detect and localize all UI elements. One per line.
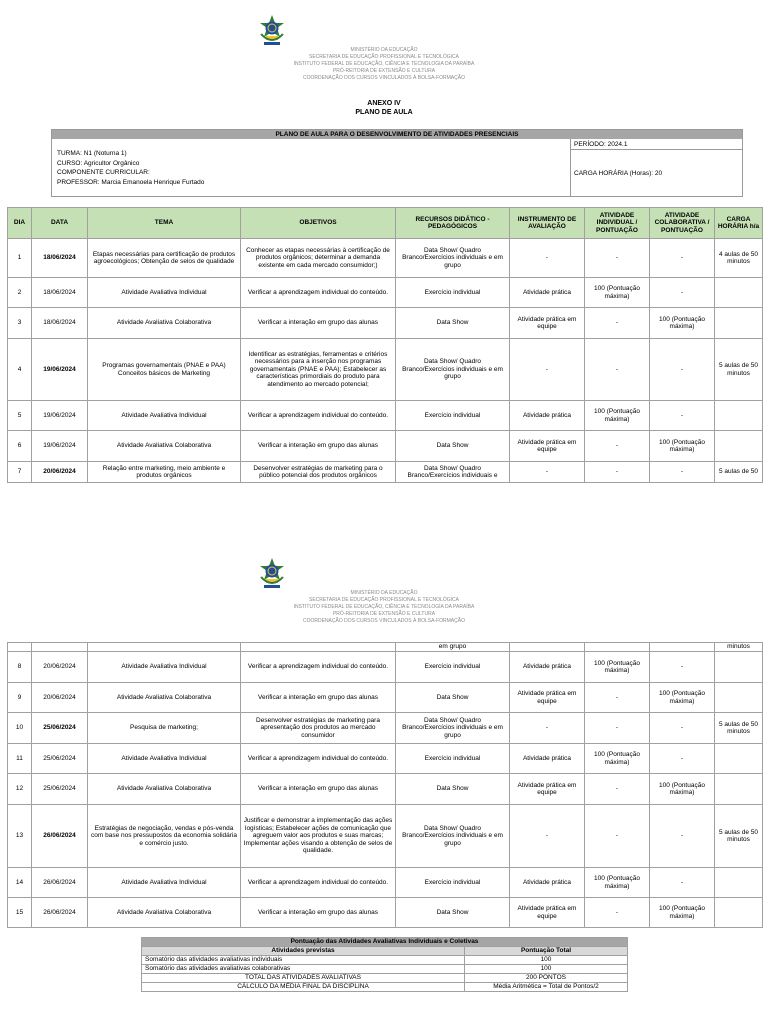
- componente-text: COMPONENTE CURRICULAR:: [57, 169, 150, 176]
- header-line: SECRETARIA DE EDUCAÇÃO PROFISSIONAL E TECNOLÓGICA: [309, 54, 459, 60]
- cell-data: 26/06/2024: [32, 868, 88, 898]
- cell-recursos: Data Show/ Quadro Branco/Exercícios individuais e em grupo: [396, 339, 510, 401]
- cell-colaborativa: -: [650, 462, 715, 483]
- cell-objetivos: Desenvolver estratégias de marketing para o público potencial dos produtos orgânicos: [241, 462, 396, 483]
- cell-recursos: Exercício individual: [396, 401, 510, 431]
- summary-col-total: Pontuação Total: [465, 947, 628, 956]
- table-row: [8, 431, 763, 462]
- column-header: DIA: [8, 208, 32, 239]
- cell-data: 20/06/2024: [32, 683, 88, 713]
- cell-objetivos: Conhecer as etapas necessárias à certificação de produtos orgânicos; determinar a demanda existente em cada mercado consumidor;): [241, 239, 396, 278]
- header-line: PRÓ-REITORIA DE EXTENSÃO E CULTURA: [332, 68, 436, 74]
- cell-instrumento: -: [510, 805, 585, 868]
- cell-recursos: Data Show/ Quadro Branco/Exercícios individuais e em grupo: [396, 239, 510, 278]
- cell-instrumento: Atividade prática em equipe: [510, 431, 585, 462]
- summary-value: 200 PONTOS: [465, 974, 628, 983]
- cell-dia: 9: [8, 683, 32, 713]
- table-row: [8, 239, 763, 278]
- summary-row: [142, 956, 628, 965]
- cell-individual: 100 (Pontuação máxima): [585, 652, 650, 683]
- cell-instrumento: Atividade prática em equipe: [510, 683, 585, 713]
- cell-colaborativa: -: [650, 805, 715, 868]
- table-row: [8, 744, 763, 774]
- cell-dia: 1: [8, 239, 32, 278]
- cell-data: 20/06/2024: [32, 462, 88, 483]
- cell-recursos: Data Show/ Quadro Branco/Exercícios individuais e: [396, 462, 510, 483]
- cell-data: 19/06/2024: [32, 431, 88, 462]
- turma-text: TURMA: N1 (Noturna 1): [57, 150, 127, 157]
- cell-recursos: Exercício individual: [396, 652, 510, 683]
- header-line: PRÓ-REITORIA DE EXTENSÃO E CULTURA: [332, 611, 436, 617]
- plan-title: PLANO DE AULA: [355, 109, 413, 116]
- cell-tema: Atividade Avaliativa Individual: [88, 278, 241, 308]
- cell-individual: -: [585, 713, 650, 744]
- cell-data: 19/06/2024: [32, 401, 88, 431]
- cell-individual: -: [585, 431, 650, 462]
- coat-of-arms-icon: [257, 557, 287, 591]
- cell-colaborativa: -: [650, 744, 715, 774]
- cell-data: 19/06/2024: [32, 339, 88, 401]
- cell-individual: -: [585, 683, 650, 713]
- cell-instrumento: Atividade prática: [510, 401, 585, 431]
- summary-col-activities: Atividades previstas: [142, 947, 465, 956]
- cell-instrumento: -: [510, 713, 585, 744]
- curso-text: CURSO: Agricultor Orgânico: [57, 159, 140, 167]
- cell-recursos: Exercício individual: [396, 278, 510, 308]
- coat-of-arms-icon: [257, 14, 287, 48]
- cell-recursos: Data Show/ Quadro Branco/Exercícios individuais e em grupo: [396, 713, 510, 744]
- cell-colaborativa: -: [650, 868, 715, 898]
- cell-dia: 4: [8, 339, 32, 401]
- annex-label: ANEXO IV: [367, 100, 401, 107]
- cell-dia: 7: [8, 462, 32, 483]
- cell-carga: [715, 898, 763, 928]
- table-body-page-2: [8, 643, 763, 928]
- cell-instrumento: Atividade prática: [510, 652, 585, 683]
- cell-dia: 12: [8, 774, 32, 805]
- cell-carga: [715, 744, 763, 774]
- cell-objetivos: Verificar a interação em grupo das alunas: [241, 774, 396, 805]
- course-details: [57, 149, 204, 187]
- table-row: [8, 868, 763, 898]
- cell-dia: 6: [8, 431, 32, 462]
- cell-dia: 15: [8, 898, 32, 928]
- cell-objetivos: Verificar a interação em grupo das alunas: [241, 683, 396, 713]
- cell-colaborativa: 100 (Pontuação máxima): [650, 683, 715, 713]
- document-title: [0, 99, 768, 117]
- cell-individual: 100 (Pontuação máxima): [585, 278, 650, 308]
- cell-carga: 5 aulas de 50: [715, 462, 763, 483]
- header-line: COORDENAÇÃO DOS CURSOS VINCULADOS À BOLSA-FORMAÇÃO: [303, 75, 465, 81]
- lesson-plan-table-continued: [7, 642, 763, 928]
- cell-carga: [715, 431, 763, 462]
- cell-tema: Atividade Avaliativa Individual: [88, 652, 241, 683]
- table-body-page-1: [8, 239, 763, 483]
- summary-value: 100: [465, 956, 628, 965]
- cell-recursos: Exercício individual: [396, 744, 510, 774]
- cell-carga: 5 aulas de 50 minutos: [715, 805, 763, 868]
- cell-individual: -: [585, 239, 650, 278]
- cell-dia: 3: [8, 308, 32, 339]
- cell-data: 18/06/2024: [32, 308, 88, 339]
- cell-individual: -: [585, 462, 650, 483]
- cell-data: 18/06/2024: [32, 239, 88, 278]
- info-divider: [570, 149, 742, 150]
- cell-dia: 5: [8, 401, 32, 431]
- cell-data: 26/06/2024: [32, 805, 88, 868]
- institution-header: [0, 590, 768, 625]
- carga-text: CARGA HORÁRIA (Horas): 20: [574, 170, 663, 177]
- professor-text: PROFESSOR: Marcia Emanoela Henrique Furtado: [57, 178, 205, 186]
- cell-objetivos: Verificar a aprendizagem individual do conteúdo.: [241, 744, 396, 774]
- header-line: MINISTÉRIO DA EDUCAÇÃO: [350, 47, 418, 53]
- cell-instrumento: Atividade prática: [510, 278, 585, 308]
- summary-label: Somatório das atividades avaliativas individuais: [142, 956, 465, 965]
- cell-carga: [715, 278, 763, 308]
- header-line: INSTITUTO FEDERAL DE EDUCAÇÃO, CIÊNCIA E TECNOLOGIA DA PARAÍBA: [293, 61, 475, 67]
- cell-tema: Relação entre marketing, meio ambiente e produtos orgânicos: [88, 462, 241, 483]
- cell-colaborativa: -: [650, 713, 715, 744]
- cell-objetivos: Verificar a aprendizagem individual do conteúdo.: [241, 278, 396, 308]
- cell-tema: Atividade Avaliativa Individual: [88, 868, 241, 898]
- cell-dia: 13: [8, 805, 32, 868]
- summary-value: 100: [465, 965, 628, 974]
- cell-carga: 5 aulas de 50 minutos: [715, 713, 763, 744]
- cell-tema: Atividade Avaliativa Individual: [88, 744, 241, 774]
- summary-row: [142, 974, 628, 983]
- table-row: [8, 308, 763, 339]
- table-row: [8, 278, 763, 308]
- continuation-row: [8, 643, 763, 652]
- page-1: [0, 0, 768, 510]
- summary-row: [142, 983, 628, 992]
- cell-carga: [715, 308, 763, 339]
- cell-carga: [715, 652, 763, 683]
- cell-recursos: Data Show: [396, 683, 510, 713]
- summary-row: [142, 965, 628, 974]
- scoring-summary-table: [141, 937, 628, 992]
- header-line: MINISTÉRIO DA EDUCAÇÃO: [350, 590, 418, 596]
- cell-carga: [715, 774, 763, 805]
- cell-carga: 5 aulas de 50 minutos: [715, 339, 763, 401]
- summary-header-row: [142, 947, 628, 956]
- cell-recursos: Data Show: [396, 774, 510, 805]
- column-header: ATIVIDADE COLABORATIVA / PONTUAÇÃO: [650, 208, 715, 239]
- column-header: OBJETIVOS: [241, 208, 396, 239]
- cell-recursos: Exercício individual: [396, 868, 510, 898]
- table-row: [8, 898, 763, 928]
- cell-tema: Atividade Avaliativa Colaborativa: [88, 683, 241, 713]
- cell-instrumento: -: [510, 239, 585, 278]
- cell-carga: [715, 683, 763, 713]
- cell-colaborativa: 100 (Pontuação máxima): [650, 308, 715, 339]
- table-row: [8, 339, 763, 401]
- cell-data: 25/06/2024: [32, 713, 88, 744]
- cell-objetivos: Verificar a aprendizagem individual do conteúdo.: [241, 868, 396, 898]
- table-row: [8, 462, 763, 483]
- cell-colaborativa: -: [650, 239, 715, 278]
- table-row: [8, 652, 763, 683]
- cell-colaborativa: -: [650, 401, 715, 431]
- cell-instrumento: -: [510, 339, 585, 401]
- cell-tema: Atividade Avaliativa Individual: [88, 401, 241, 431]
- cell-dia: 11: [8, 744, 32, 774]
- header-line: COORDENAÇÃO DOS CURSOS VINCULADOS À BOLSA-FORMAÇÃO: [303, 618, 465, 624]
- summary-title: Pontuação das Atividades Avaliativas Individuais e Coletivas: [142, 938, 628, 947]
- table-header-row: [8, 208, 763, 239]
- course-info-box: [51, 129, 743, 197]
- cell-instrumento: Atividade prática: [510, 744, 585, 774]
- cell-carga: 4 aulas de 50 minutos: [715, 239, 763, 278]
- cell-data: 25/06/2024: [32, 744, 88, 774]
- cell-colaborativa: -: [650, 339, 715, 401]
- cell-data: 18/06/2024: [32, 278, 88, 308]
- cell-colaborativa: -: [650, 278, 715, 308]
- cell-objetivos: Verificar a aprendizagem individual do conteúdo.: [241, 401, 396, 431]
- cell-tema: Atividade Avaliativa Colaborativa: [88, 898, 241, 928]
- cell-carga: [715, 868, 763, 898]
- cell-dia: 14: [8, 868, 32, 898]
- cell-instrumento: Atividade prática em equipe: [510, 774, 585, 805]
- cell-dia: 8: [8, 652, 32, 683]
- cell-individual: -: [585, 308, 650, 339]
- cell-objetivos: Justificar e demonstrar a implementação das ações logísticas; Estabelecer ações de comunicação que agreguem valor aos produtos e suas marcas; Implementar ações visando a obtenção de selos de qualidade.: [241, 805, 396, 868]
- header-line: SECRETARIA DE EDUCAÇÃO PROFISSIONAL E TECNOLÓGICA: [309, 597, 459, 603]
- column-header: ATIVIDADE INDIVIDUAL / PONTUAÇÃO: [585, 208, 650, 239]
- page-2: [0, 545, 768, 1024]
- header-line: INSTITUTO FEDERAL DE EDUCAÇÃO, CIÊNCIA E TECNOLOGIA DA PARAÍBA: [293, 604, 475, 610]
- cell-recursos: Data Show: [396, 431, 510, 462]
- cell-objetivos: Verificar a interação em grupo das alunas: [241, 308, 396, 339]
- cell-objetivos: Verificar a interação em grupo das alunas: [241, 431, 396, 462]
- cell-tema: Estratégias de negociação, vendas e pós-venda com base nos pressupostos da economia solidária e comércio justo.: [88, 805, 241, 868]
- table-row: [8, 683, 763, 713]
- cell-dia: 2: [8, 278, 32, 308]
- cell-instrumento: -: [510, 462, 585, 483]
- cell-colaborativa: -: [650, 652, 715, 683]
- cell-carga: [715, 401, 763, 431]
- periodo-text: PERÍODO: 2024.1: [574, 141, 628, 148]
- info-divider: [570, 139, 571, 197]
- cell-colaborativa: 100 (Pontuação máxima): [650, 774, 715, 805]
- cell-individual: -: [585, 339, 650, 401]
- cell-data: 26/06/2024: [32, 898, 88, 928]
- cell-instrumento: Atividade prática em equipe: [510, 898, 585, 928]
- cell-dia: 10: [8, 713, 32, 744]
- cell-colaborativa: 100 (Pontuação máxima): [650, 431, 715, 462]
- cell-individual: -: [585, 774, 650, 805]
- column-header: TEMA: [88, 208, 241, 239]
- cell-data: 20/06/2024: [32, 652, 88, 683]
- cell-objetivos: Verificar a interação em grupo das alunas: [241, 898, 396, 928]
- summary-value: Média Aritmética = Total de Pontos/2: [465, 983, 628, 992]
- cell-tema: Atividade Avaliativa Colaborativa: [88, 431, 241, 462]
- lesson-plan-table: [7, 207, 763, 483]
- cell-individual: 100 (Pontuação máxima): [585, 868, 650, 898]
- table-row: [8, 713, 763, 744]
- summary-title-row: [142, 938, 628, 947]
- cell-colaborativa: 100 (Pontuação máxima): [650, 898, 715, 928]
- column-header: CARGA HORÁRIA h/a: [715, 208, 763, 239]
- column-header: RECURSOS DIDÁTICO - PEDAGÓGICOS: [396, 208, 510, 239]
- table-row: [8, 805, 763, 868]
- cell-recursos: Data Show: [396, 898, 510, 928]
- cell-recursos: Data Show/ Quadro Branco/Exercícios individuais e em grupo: [396, 805, 510, 868]
- summary-label: TOTAL DAS ATIVIDADES AVALIATIVAS: [142, 974, 465, 983]
- cell-tema: Atividade Avaliativa Colaborativa: [88, 308, 241, 339]
- cell-tema: Pesquisa de marketing;: [88, 713, 241, 744]
- cell-individual: 100 (Pontuação máxima): [585, 401, 650, 431]
- info-heading: PLANO DE AULA PARA O DESENVOLVIMENTO DE ATIVIDADES PRESENCIAIS: [52, 130, 742, 139]
- cell-objetivos: Verificar a aprendizagem individual do conteúdo.: [241, 652, 396, 683]
- cell-objetivos: Identificar as estratégias, ferramentas e critérios necessários para a inserção nos programas governamentais (PNAE e PAA); Estabelecer as características primordiais do produto para atendimento ao mercado potencial;: [241, 339, 396, 401]
- cell-tema: Programas governamentais (PNAE e PAA) Conceitos básicos de Marketing: [88, 339, 241, 401]
- institution-header: [0, 47, 768, 82]
- cell-individual: -: [585, 805, 650, 868]
- cell-recursos: Data Show: [396, 308, 510, 339]
- summary-label: CÁLCULO DA MÉDIA FINAL DA DISCIPLINA: [142, 983, 465, 992]
- cell-individual: -: [585, 898, 650, 928]
- cell-data: 25/06/2024: [32, 774, 88, 805]
- cell-objetivos: Desenvolver estratégias de marketing para apresentação dos produtos ao mercado consumidor: [241, 713, 396, 744]
- column-header: INSTRUMENTO DE AVALIAÇÃO: [510, 208, 585, 239]
- cell-instrumento: Atividade prática: [510, 868, 585, 898]
- cell-carga: minutos: [715, 643, 763, 652]
- table-row: [8, 774, 763, 805]
- cell-instrumento: Atividade prática em equipe: [510, 308, 585, 339]
- cell-tema: Atividade Avaliativa Colaborativa: [88, 774, 241, 805]
- column-header: DATA: [32, 208, 88, 239]
- cell-tema: Etapas necessárias para certificação de produtos agroecológicos; Obtenção de selos de qualidade: [88, 239, 241, 278]
- summary-label: Somatório das atividades avaliativas colaborativas: [142, 965, 465, 974]
- table-row: [8, 401, 763, 431]
- cell-individual: 100 (Pontuação máxima): [585, 744, 650, 774]
- cell-recursos: em grupo: [396, 643, 510, 652]
